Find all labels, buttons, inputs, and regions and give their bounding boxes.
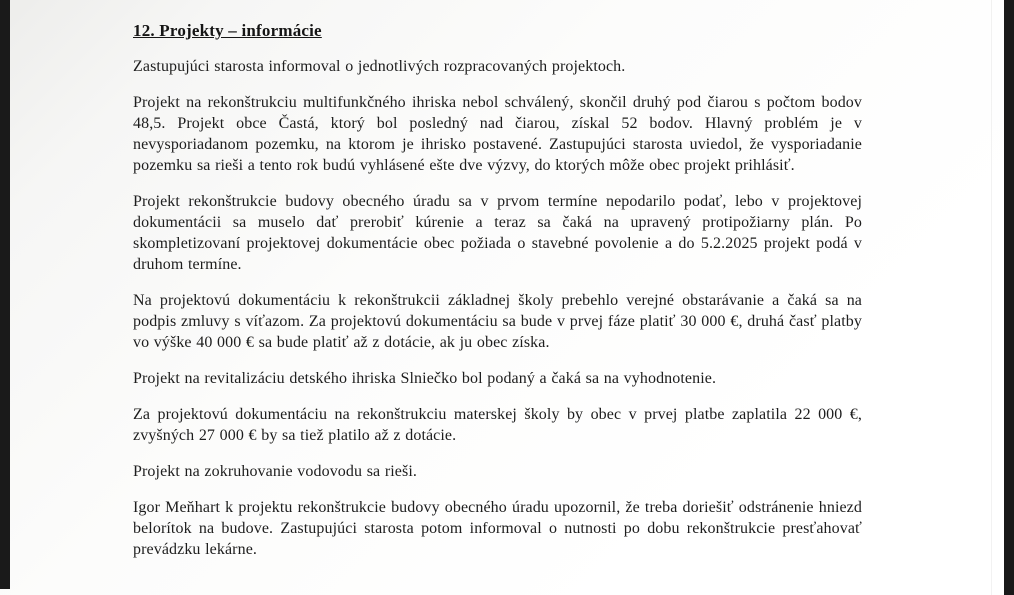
left-black-bar bbox=[0, 0, 10, 589]
section-title: 12. Projekty – informácie bbox=[133, 21, 322, 40]
paragraph: Projekt na rekonštrukciu multifunkčného ihriska nebol schválený, skončil druhý pod čiarou s počtom bodov 48,5. Projekt obce Častá, ktorý bol posledný nad čiarou, získal 52 bodov. Hlavný problém je v nevysporiadanom pozemku, na ktorom je ihrisko postavené. Zastupujúci starosta uviedol, že vysporiadanie pozemku sa rieši a tento rok budú vyhlásené ešte dve výzvy, do ktorých môže obec projekt prihlásiť. bbox=[133, 94, 862, 174]
paragraph: Zastupujúci starosta informoval o jednotlivých rozpracovaných projektoch. bbox=[133, 58, 626, 75]
paragraph: Za projektovú dokumentáciu na rekonštrukciu materskej školy by obec v prvej platbe zaplatila 22 000 €, zvyšných 27 000 € by sa tiež platilo až z dotácie. bbox=[133, 406, 862, 444]
page-edge-shadow bbox=[991, 0, 992, 595]
document-text-block bbox=[133, 21, 862, 560]
paragraph: Na projektovú dokumentáciu k rekonštrukcii základnej školy prebehlo verejné obstarávanie a čaká sa na podpis zmluvy s víťazom. Za projektovú dokumentáciu sa bude v prvej fáze platiť 30 000 €, druhá časť platby vo výške 40 000 € sa bude platiť až z dotácie, ak ju obec získa. bbox=[133, 292, 862, 351]
paragraph: Projekt na zokruhovanie vodovodu sa rieši. bbox=[133, 463, 417, 480]
paragraph: Igor Meňhart k projektu rekonštrukcie budovy obecného úradu upozornil, že treba doriešiť odstránenie hniezd belorítok na budove. Zastupujúci starosta potom informoval o nutnosti po dobu rekonštrukcie presťahovať prevádzku lekárne. bbox=[133, 499, 862, 558]
paragraph: Projekt rekonštrukcie budovy obecného úradu sa v prvom termíne nepodarilo podať, lebo v projektovej dokumentácii sa muselo dať prerobiť kúrenie a teraz sa čaká na upravený protipožiarny plán. Po skompletizovaní projektovej dokumentácie obec požiada o stavebné povolenie a do 5.2.2025 projekt podá v druhom termíne. bbox=[133, 193, 862, 273]
paragraph-list bbox=[133, 56, 862, 560]
paragraph: Projekt na revitalizáciu detského ihriska Slniečko bol podaný a čaká sa na vyhodnotenie. bbox=[133, 370, 717, 387]
right-black-bar bbox=[1004, 0, 1014, 595]
